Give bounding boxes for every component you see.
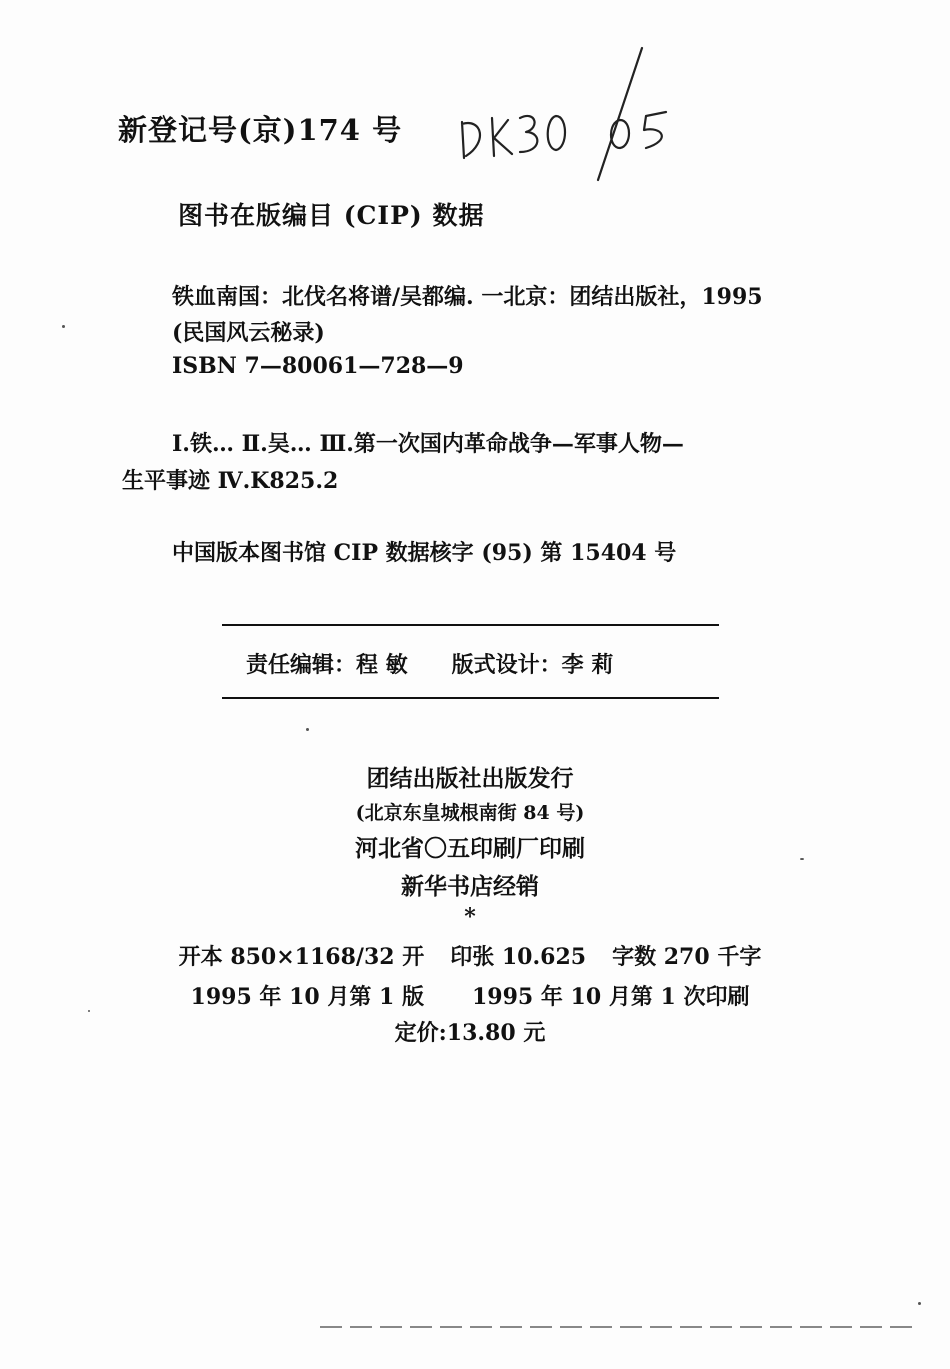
handwritten-catalog-mark [450, 40, 690, 190]
scan-speck [88, 1010, 90, 1012]
editors-line [246, 648, 613, 679]
classification-line-continued: 生平事迹 Ⅳ.K825.2 [122, 468, 339, 494]
distributor-line: 新华书店经销 [401, 873, 539, 900]
edition-info: 1995 年 10 月第 1 版 [190, 984, 424, 1010]
edition-line [0, 980, 940, 1011]
registration-number: 新登记号(京)174 号 [118, 113, 403, 147]
scan-speck [306, 728, 309, 731]
word-count-spec: 字数 270 千字 [612, 944, 762, 970]
divider-bottom [222, 697, 719, 699]
printing-info: 1995 年 10 月第 1 次印刷 [472, 984, 750, 1010]
scan-speck [918, 1302, 921, 1305]
scan-speck [800, 858, 804, 860]
publisher-address: (北京东皇城根南街 84 号) [355, 802, 585, 824]
cip-title-line: 铁血南国：北伐名将谱/吴都编. 一北京：团结出版社，1995 [172, 284, 763, 310]
responsible-editor: 责任编辑：程 敏 [246, 652, 408, 678]
layout-designer: 版式设计：李 莉 [451, 652, 614, 678]
isbn-line: ISBN 7—80061—728—9 [172, 353, 464, 379]
cip-verification-line: 中国版本图书馆 CIP 数据核字 (95) 第 15404 号 [172, 540, 677, 566]
cip-series-line: (民国风云秘录) [172, 320, 325, 346]
sheets-spec: 印张 10.625 [450, 944, 587, 970]
cip-heading: 图书在版编目 (CIP) 数据 [178, 201, 485, 230]
publisher-line: 团结出版社出版发行 [366, 765, 574, 792]
separator-star: * [464, 904, 476, 930]
classification-line: Ⅰ.铁… Ⅱ.吴… Ⅲ.第一次国内革命战争—军事人物— [172, 431, 684, 457]
price-line: 定价:13.80 元 [394, 1020, 546, 1046]
divider-top [222, 624, 719, 626]
specs-line [0, 940, 940, 971]
format-spec: 开本 850×1168/32 开 [178, 944, 425, 970]
scan-speck [62, 325, 65, 328]
scan-edge-line [320, 1326, 920, 1328]
printer-line: 河北省〇五印刷厂印刷 [355, 835, 585, 862]
